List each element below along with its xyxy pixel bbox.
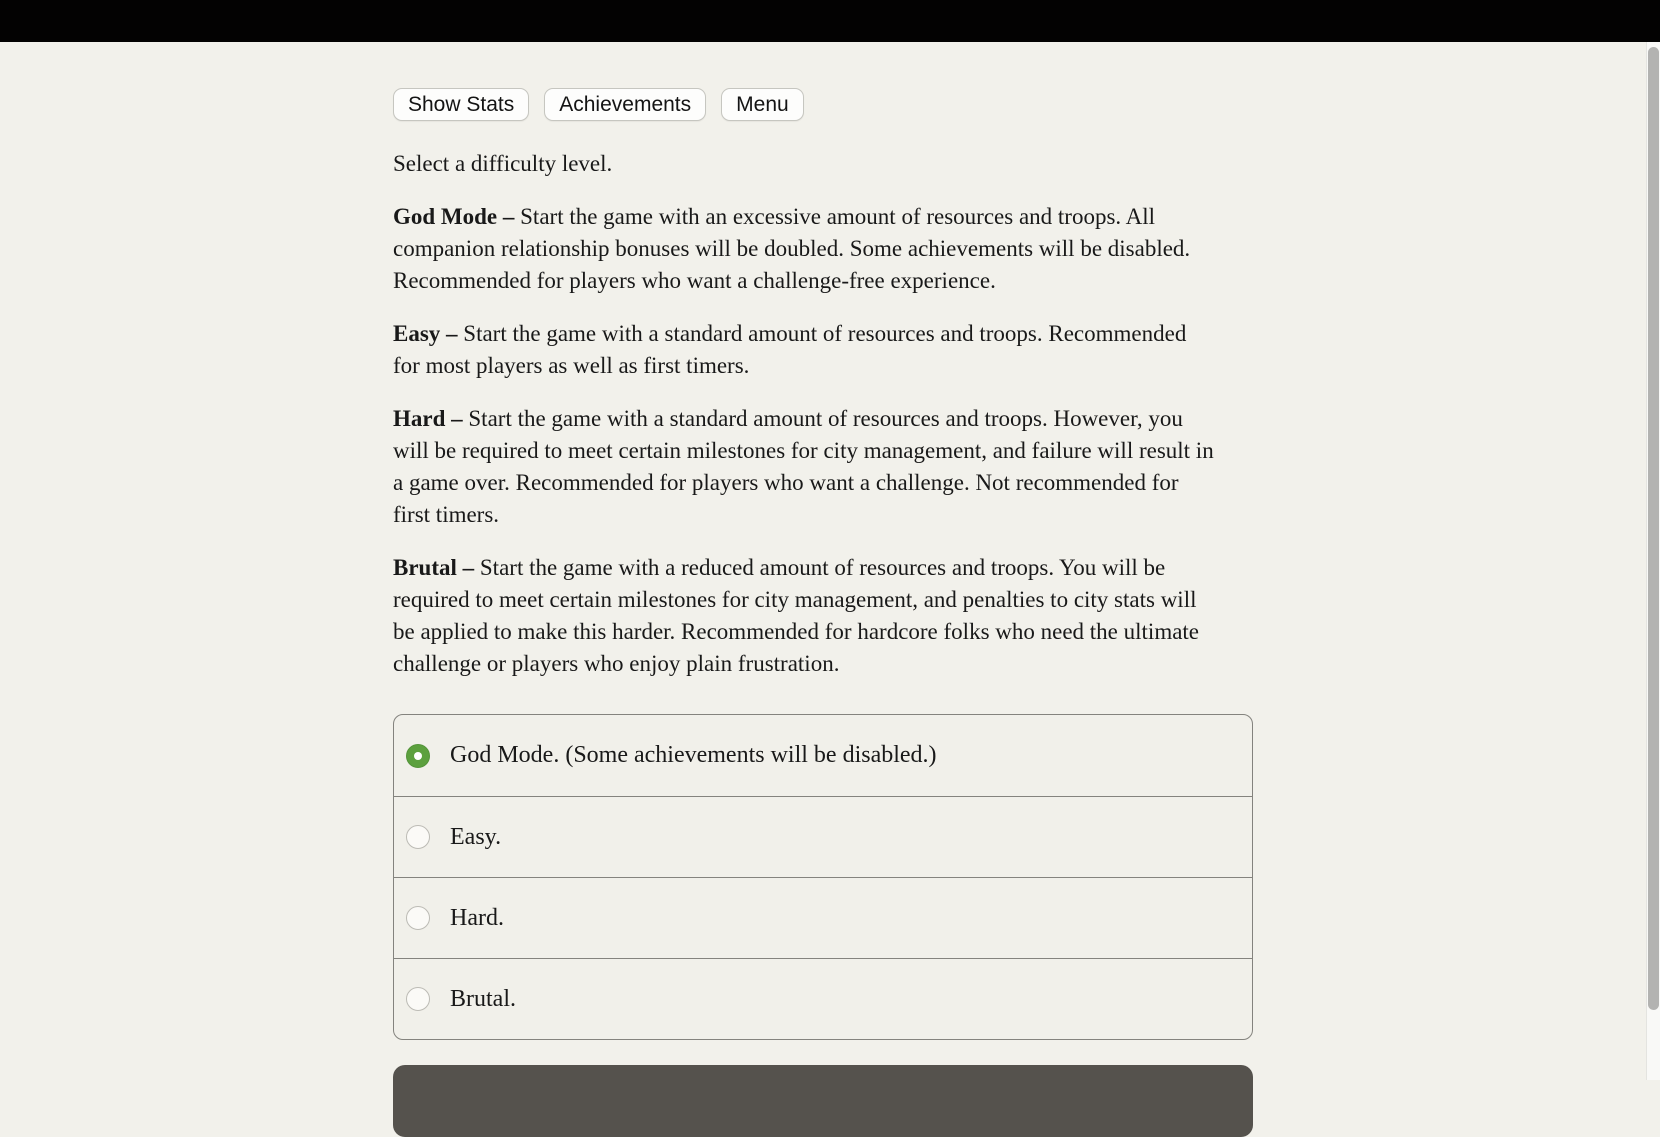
scrollbar-track[interactable] xyxy=(1646,42,1660,1080)
main-content xyxy=(393,42,1253,1137)
hard-description-text: Start the game with a standard amount of resources and troops. However, you will be required to meet certain milestones for city management, and failure will result in a game over. Recommended for players who want a challenge. Not recommended for first timers. xyxy=(393,406,1214,527)
radio-brutal[interactable] xyxy=(406,987,430,1011)
brutal-description-text: Start the game with a reduced amount of resources and troops. You will be required to meet certain milestones for city management, and penalties to city stats will be applied to make this harder. Recommended for hardcore folks who need the ultimate challenge or players who enjoy plain frustration. xyxy=(393,555,1200,676)
menu-button[interactable]: Menu xyxy=(721,88,804,121)
difficulty-option-hard[interactable] xyxy=(394,877,1252,958)
hard-description-title: Hard – xyxy=(393,406,463,431)
god-mode-description-title: God Mode – xyxy=(393,204,515,229)
difficulty-option-label: Easy. xyxy=(450,823,502,850)
difficulty-prompt: Select a difficulty level. xyxy=(393,151,613,176)
radio-god-mode[interactable] xyxy=(406,744,430,768)
radio-hard[interactable] xyxy=(406,906,430,930)
difficulty-option-label: God Mode. (Some achievements will be disabled.) xyxy=(450,742,937,768)
easy-description-title: Easy – xyxy=(393,321,458,346)
confirm-button[interactable] xyxy=(393,1065,1253,1137)
easy-description xyxy=(393,318,1215,382)
difficulty-option-label: Brutal. xyxy=(450,985,516,1012)
scrollbar-thumb[interactable] xyxy=(1648,47,1659,1010)
top-black-bar xyxy=(0,0,1660,42)
difficulty-option-brutal[interactable] xyxy=(394,958,1252,1039)
brutal-description-title: Brutal – xyxy=(393,555,475,580)
hard-description xyxy=(393,403,1215,531)
difficulty-option-easy[interactable] xyxy=(394,796,1252,877)
difficulty-option-god-mode[interactable] xyxy=(394,715,1252,796)
toolbar xyxy=(393,88,1253,121)
easy-description-text: Start the game with a standard amount of resources and troops. Recommended for most players as well as first timers. xyxy=(393,321,1187,378)
show-stats-button[interactable]: Show Stats xyxy=(393,88,529,121)
radio-easy[interactable] xyxy=(406,825,430,849)
difficulty-option-label: Hard. xyxy=(450,904,504,931)
difficulty-option-group xyxy=(393,714,1253,1040)
god-mode-description-text: Start the game with an excessive amount of resources and troops. All companion relationship bonuses will be doubled. Some achievements will be disabled. Recommended for players who want a challenge-free experience. xyxy=(393,204,1191,293)
achievements-button[interactable]: Achievements xyxy=(544,88,706,121)
god-mode-description xyxy=(393,201,1215,297)
brutal-description xyxy=(393,552,1215,680)
